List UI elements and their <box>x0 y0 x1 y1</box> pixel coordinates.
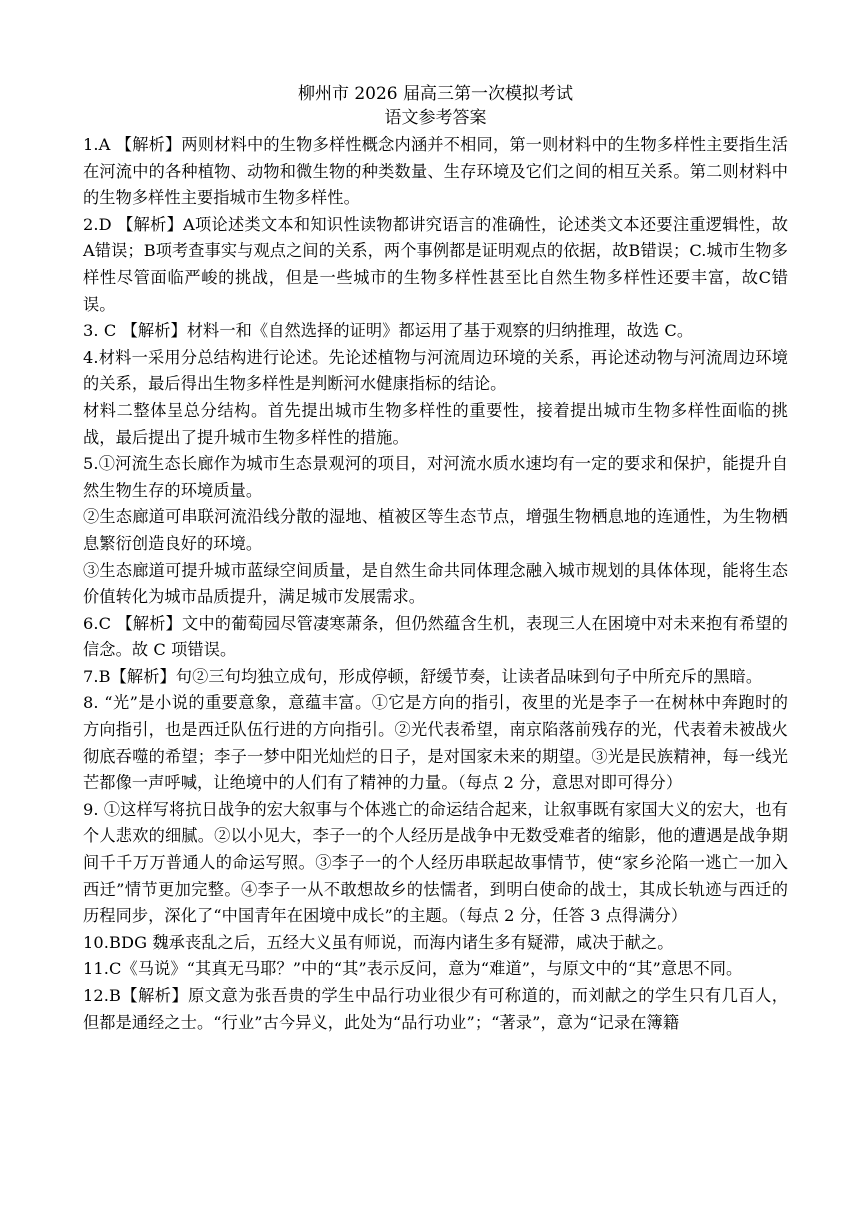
answer-5-point-1: 5.①河流生态长廊作为城市生态景观河的项目，对河流水质水速均有一定的要求和保护，能提升自然生物生存的环境质量。 <box>83 454 788 500</box>
answer-5-point-2: ②生态廊道可串联河流沿线分散的湿地、植被区等生态节点，增强生物栖息地的连通性，为生物栖息繁衍创造良好的环境。 <box>83 507 788 553</box>
answer-8: 8. “光”是小说的重要意象，意蕴丰富。①它是方向的指引，夜里的光是李子一在树林中奔跑时的方向指引，也是西迁队伍行进的方向指引。②光代表希望，南京陷落前残存的光，代表着未被战火彻底吞噬的希望；李子一梦中阳光灿烂的日子，是对国家未来的期望。③光是民族精神，每一线光芒都像一声呼喊，让绝境中的人们有了精神的力量。（每点 2 分，意思对即可得分） <box>83 693 788 793</box>
document-title: 柳州市 2026 届高三第一次模拟考试 <box>297 84 574 104</box>
answer-4-part-2: 材料二整体呈总分结构。首先提出城市生物多样性的重要性，接着提出城市生物多样性面临的挑战，最后提出了提升城市生物多样性的措施。 <box>83 400 788 447</box>
answer-2: 2.D 【解析】A项论述类文本和知识性读物都讲究语言的准确性，论述类文本还要注重逻辑性，故A错误；B项考查事实与观点之间的关系，两个事例都是证明观点的依据，故B错误；C.城市生物多样性尽管面临严峻的挑战，但是一些城市的生物多样性甚至比自然生物多样性还要丰富，故C错误。 <box>83 214 788 314</box>
document-subtitle: 语文参考答案 <box>384 108 487 128</box>
answer-5-point-3: ③生态廊道可提升城市蓝绿空间质量，是自然生命共同体理念融入城市规划的具体体现，能将生态价值转化为城市品质提升，满足城市发展需求。 <box>83 560 788 607</box>
answer-4-part-1: 4.材料一采用分总结构进行论述。先论述植物与河流周边环境的关系，再论述动物与河流周边环境的关系，最后得出生物多样性是判断河水健康指标的结论。 <box>83 347 788 394</box>
answer-12: 12.B【解析】原文意为张吾贵的学生中品行功业很少有可称道的，而刘献之的学生只有几百人，但都是通经之士。“行业”古今异义，此处为“品行功业”；“著录”，意为“记录在簿籍 <box>83 986 788 1032</box>
answer-6: 6.C 【解析】文中的葡萄园尽管凄寒萧条，但仍然蕴含生机，表现三人在困境中对未来抱有希望的信念。故 C 项错误。 <box>83 613 788 660</box>
answer-10: 10.BDG 魏承丧乱之后，五经大义虽有师说，而海内诸生多有疑滞，咸决于献之。 <box>83 932 674 952</box>
answer-3: 3. C 【解析】材料一和《自然选择的证明》都运用了基于观察的归纳推理，故选 C。 <box>83 321 694 341</box>
answer-9: 9. ①这样写将抗日战争的宏大叙事与个体逃亡的命运结合起来，让叙事既有家国大义的宏大，也有个人悲欢的细腻。②以小见大，李子一的个人经历是战争中无数受难者的缩影，他的遭遇是战争期间千千万万普通人的命运写照。③李子一的个人经历串联起故事情节，使“家乡沦陷一逃亡一加入西迁”情节更加完整。④李子一从不敢想故乡的怯懦者，到明白使命的战士，其成长轨迹与西迁的历程同步，深化了“中国青年在困境中成长”的主题。（每点 2 分，任答 3 点得满分） <box>83 799 788 926</box>
answer-1: 1.A 【解析】两则材料中的生物多样性概念内涵并不相同，第一则材料中的生物多样性主要指生活在河流中的各种植物、动物和微生物的种类数量、生存环境及它们之间的相互关系。第二则材料中的生物多样性主要指城市生物多样性。 <box>83 135 788 208</box>
answer-document <box>83 82 788 1036</box>
answer-7: 7.B【解析】句②三句均独立成句，形成停顿，舒缓节奏，让读者品味到句子中所充斥的黑暗。 <box>83 666 763 686</box>
answer-11: 11.C《马说》“其真无马耶？”中的“其”表示反问，意为“难道”，与原文中的“其”意思不同。 <box>83 959 743 979</box>
